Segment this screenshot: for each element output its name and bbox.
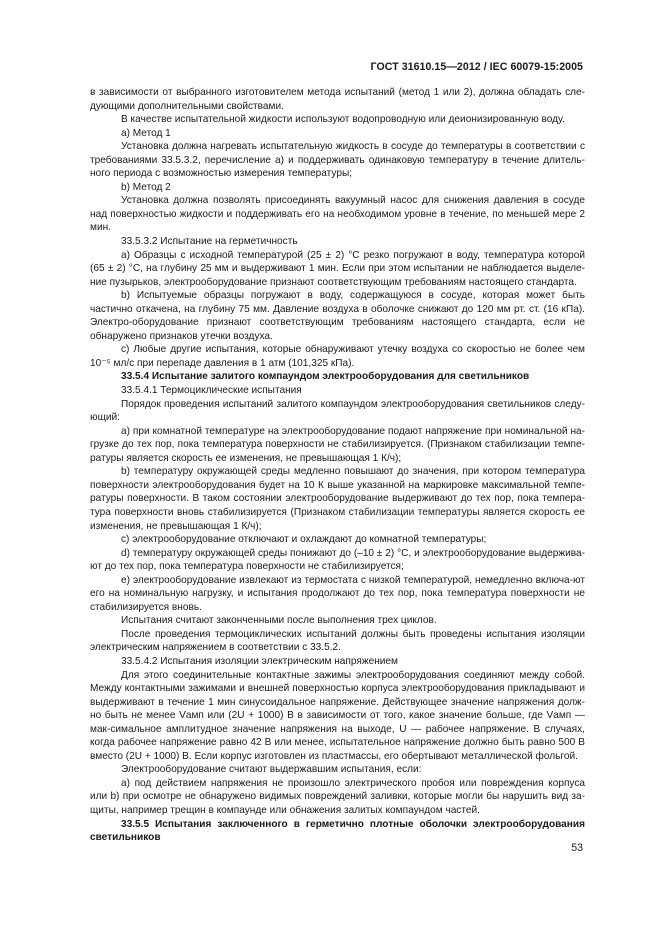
paragraph: Электрооборудование считают выдержавшим испытания, если: bbox=[121, 764, 422, 776]
paragraph: а) Образцы с исходной температурой (25 ± 2) °С резко погружают в воду, температура которой (65 ± 2) °С, на глубину 25 мм и выдерживают 1 мин. Если при этом испытании не наблюдается выделе-ние пузырьков, электрооборудование признают соответствующим требованиям настоящего стандарта. bbox=[90, 249, 585, 288]
section-heading: 33.5.4 Испытание залитого компаундом электрооборудования для светильников bbox=[121, 371, 530, 383]
paragraph: b) Метод 2 bbox=[121, 181, 171, 193]
paragraph: с) электрооборудование отключают и охлаждают до комнатной температуры; bbox=[121, 534, 487, 546]
paragraph: Испытания считают законченными после выполнения трех циклов. bbox=[121, 615, 437, 627]
paragraph: а) под действием напряжения не произошло электрического пробоя или повреждения корпуса или b) при осмотре не обнаружено видимых повреждений заливки, которые могли бы нарушить вид за-щиты, например трещин в компаунде или обнажения залитых компаундом частей. bbox=[90, 777, 585, 816]
paragraph: Для этого соединительные контактные зажимы электрооборудования соединяют между собой. Между контактными зажимами и внешней поверхностью корпуса электрооборудования прикладывают и выдерживают в течение 1 мин синусоидальное напряжение. Действующее значение напряжения долж-но быть не менее Vамп или (2U + 1000) В в зависимости от того, какое значение больше, где Vамп — мак-симальное амплитудное значение напряжения на выходе, U — рабочее напряжение. В случаях, когда рабочее напряжение равно 42 В или менее, испытательное напряжение должно быть равно 500 В вместо (2U + 1000) В. Если корпус изготовлен из пластмассы, его обертывают металлической фольгой. bbox=[90, 669, 585, 762]
paragraph: 33.5.3.2 Испытание на герметичность bbox=[121, 236, 298, 248]
paragraph: Порядок проведения испытаний залитого компаундом электрооборудования светильников следу-ющий: bbox=[90, 398, 585, 424]
document-body bbox=[90, 86, 585, 845]
page-number: 53 bbox=[571, 842, 583, 854]
paragraph: a) Метод 1 bbox=[121, 127, 171, 139]
paragraph: в зависимости от выбранного изготовителем метода испытаний (метод 1 или 2), должна обладать сле-дующими дополнительными свойствами. bbox=[90, 87, 585, 112]
paragraph: d) температуру окружающей среды понижают до (–10 ± 2) °С, и электрооборудование выдержива-ют до тех пор, пока температура поверхности не стабилизируется; bbox=[90, 547, 585, 573]
paragraph: После проведения термоциклических испытаний должны быть проведены испытания изоляции электрическим напряжением в соответствии с 33.5.2. bbox=[90, 628, 585, 654]
paragraph: b) Испытуемые образцы погружают в воду, содержащуюся в сосуде, которая может быть частично откачена, на глубину 75 мм. Давление воздуха в оболочке снижают до 120 мм рт. ст. (16 кПа). Электро-оборудование признают соответствующим требованиям настоящего стандарта, если не обнаружено признаков утечки воздуха. bbox=[90, 290, 585, 342]
paragraph: е) электрооборудование извлекают из термостата с низкой температурой, немедленно включа-ют его на номинальную нагрузку, и испытания продолжают до тех пор, пока температура поверхности не стабилизируется вновь. bbox=[90, 574, 585, 613]
document-header: ГОСТ 31610.15—2012 / IEC 60079-15:2005 bbox=[370, 61, 583, 73]
paragraph: В качестве испытательной жидкости используют водопроводную или деионизированную воду. bbox=[121, 114, 565, 126]
section-heading: 33.5.5 Испытания заключенного в герметично плотные оболочки электрооборудования светильников bbox=[90, 818, 585, 844]
paragraph: а) при комнатной температуре на электрооборудование подают напряжение при номинальной на-грузке до тех пор, пока температура поверхности не стабилизируется. (Признаком стабилизации темпе-ратуры является скорость ее изменения, не превышающая 1 К/ч); bbox=[90, 425, 585, 464]
paragraph: 33.5.4.2 Испытания изоляции электрическим напряжением bbox=[121, 655, 398, 667]
paragraph: с) Любые другие испытания, которые обнаруживают утечку воздуха со скоростью не более чем 10⁻⁵ мл/с при перепаде давления в 1 атм (101,325 кПа). bbox=[90, 344, 585, 369]
paragraph: b) температуру окружающей среды медленно повышают до значения, при котором температура поверхности электрооборудования будет на 10 К выше указанной на маркировке максимальной темпе-ратуры поверхности. В таком состоянии электрооборудование выдерживают до тех пор, пока темпера-тура поверхности вновь стабилизируется (Признаком стабилизации температуры является скорость ее изменения, не превышающая 1 К/ч); bbox=[90, 466, 585, 532]
paragraph: Установка должна нагревать испытательную жидкость в сосуде до температуры в соответствии с требованиями 33.5.3.2, перечисление а) и поддерживать одинаковую температуру в течение длитель-ного периода с возможностью измерения температуры; bbox=[90, 141, 585, 180]
paragraph: 33.5.4.1 Термоциклические испытания bbox=[121, 385, 302, 397]
paragraph: Установка должна позволять присоединять вакуумный насос для снижения давления в сосуде над поверхностью жидкости и поддерживать его на необходимом уровне в течение, по меньшей мере 2 мин. bbox=[90, 195, 585, 234]
